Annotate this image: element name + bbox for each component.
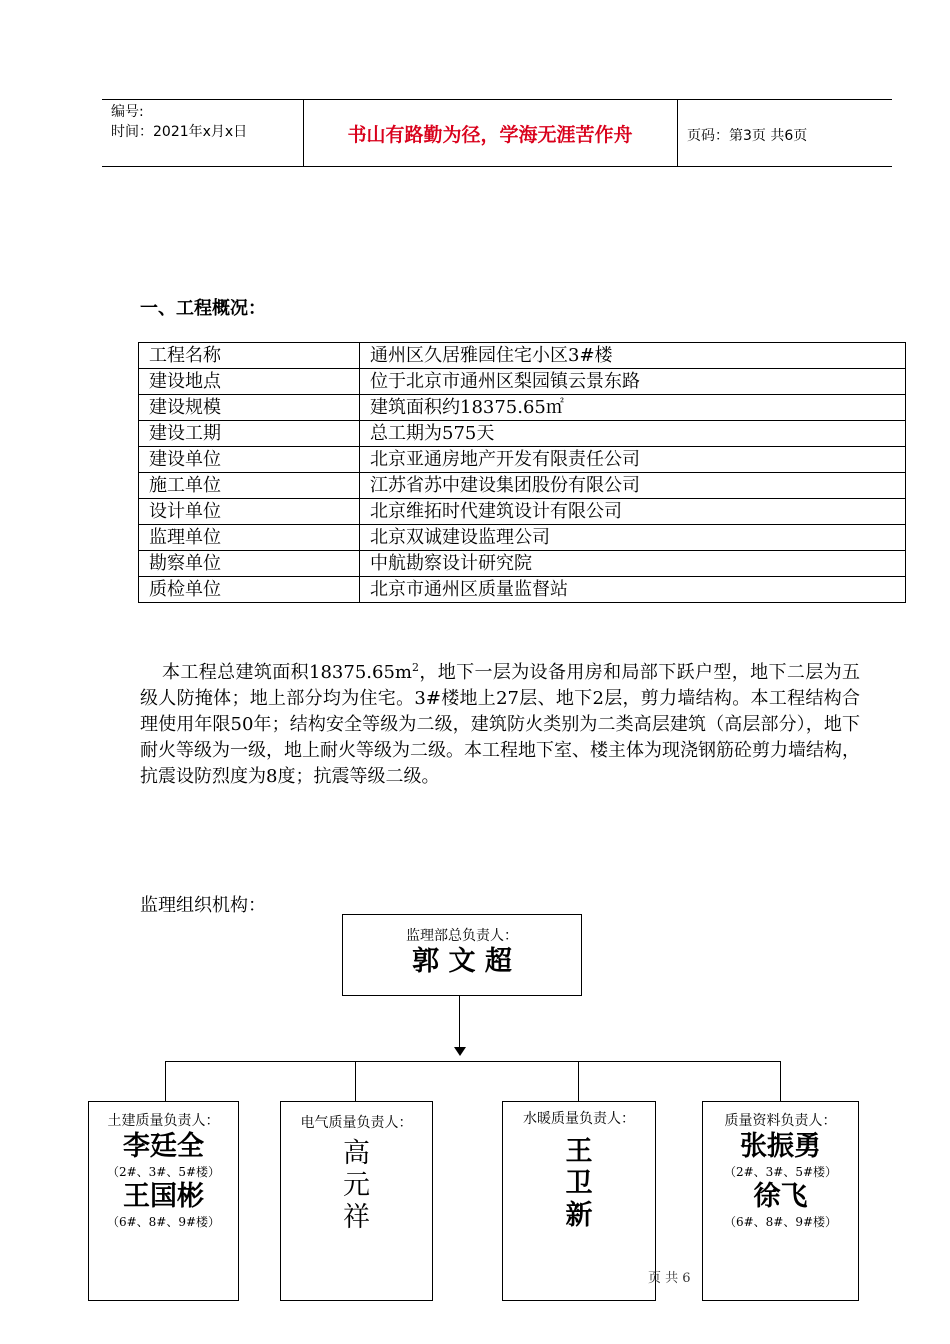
table-value: 通州区久居雅园住宅小区3#楼 xyxy=(360,343,906,369)
table-key: 建设地点 xyxy=(139,369,360,395)
doc-number-label: 编号: xyxy=(111,104,144,120)
header-bottom-rule xyxy=(102,166,892,167)
org-box-documents xyxy=(702,1101,859,1301)
header-motto: 书山有路勤为径，学海无涯苦作舟 xyxy=(347,124,633,146)
description-text: 本工程总建筑面积18375.65m xyxy=(162,662,412,683)
role-label: 监理部总负责人： xyxy=(406,928,518,944)
building-note: （6#、8#、9#楼） xyxy=(723,1215,838,1229)
table-row xyxy=(139,369,906,395)
person-name xyxy=(503,1136,655,1232)
connector-line xyxy=(165,1061,781,1062)
table-row xyxy=(139,473,906,499)
table-value: 北京市通州区质量监督站 xyxy=(360,577,906,603)
table-key: 监理单位 xyxy=(139,525,360,551)
role-label: 土建质量负责人： xyxy=(107,1113,220,1129)
table-value: 北京维拓时代建筑设计有限公司 xyxy=(360,499,906,525)
project-description xyxy=(140,660,860,790)
header-divider xyxy=(677,99,678,167)
table-key: 建设工期 xyxy=(139,421,360,447)
table-key: 设计单位 xyxy=(139,499,360,525)
header-meta xyxy=(111,102,247,142)
name-char: 元 xyxy=(343,1170,370,1201)
table-row xyxy=(139,395,906,421)
table-key: 勘察单位 xyxy=(139,551,360,577)
table-key: 建设单位 xyxy=(139,447,360,473)
page-info: 页码：第3页 共6页 xyxy=(687,128,808,144)
table-key: 施工单位 xyxy=(139,473,360,499)
person-name: 徐飞 xyxy=(753,1181,808,1212)
table-value: 北京亚通房地产开发有限责任公司 xyxy=(360,447,906,473)
role-label: 电气质量负责人： xyxy=(300,1115,413,1131)
connector-line xyxy=(459,995,460,1048)
table-value: 建筑面积约18375.65㎡ xyxy=(360,395,906,421)
table-value: 江苏省苏中建设集团股份有限公司 xyxy=(360,473,906,499)
arrow-down-icon xyxy=(454,1047,466,1056)
superscript: 2 xyxy=(411,661,419,674)
name-char: 高 xyxy=(343,1138,370,1169)
table-row xyxy=(139,577,906,603)
date-label: 时间：2021年x月x日 xyxy=(111,124,248,140)
role-label: 质量资料负责人： xyxy=(724,1113,837,1129)
person-name xyxy=(281,1138,432,1234)
role-label: 水暖质量负责人： xyxy=(523,1111,635,1127)
table-row xyxy=(139,343,906,369)
org-box-chief xyxy=(342,914,582,996)
name-char: 新 xyxy=(565,1200,593,1231)
table-value: 中航勘察设计研究院 xyxy=(360,551,906,577)
table-row xyxy=(139,551,906,577)
name-char: 卫 xyxy=(565,1168,593,1199)
name-char: 王 xyxy=(565,1136,593,1167)
person-name: 王国彬 xyxy=(123,1181,204,1212)
table-value: 北京双诚建设监理公司 xyxy=(360,525,906,551)
table-row xyxy=(139,447,906,473)
building-note: （2#、3#、5#楼） xyxy=(723,1165,838,1179)
section-title: 一、工程概况： xyxy=(140,298,266,319)
person-name: 李廷全 xyxy=(123,1131,204,1162)
table-value: 总工期为575天 xyxy=(360,421,906,447)
connector-line xyxy=(780,1061,781,1101)
building-note: （6#、8#、9#楼） xyxy=(106,1215,221,1229)
table-key: 质检单位 xyxy=(139,577,360,603)
table-key: 建设规模 xyxy=(139,395,360,421)
table-value: 位于北京市通州区梨园镇云景东路 xyxy=(360,369,906,395)
table-key: 工程名称 xyxy=(139,343,360,369)
connector-line xyxy=(578,1061,579,1101)
connector-line xyxy=(355,1061,356,1101)
table-row xyxy=(139,499,906,525)
project-info-table xyxy=(138,342,906,603)
org-chart-label: 监理组织机构： xyxy=(140,895,266,916)
org-box-electrical xyxy=(280,1101,433,1301)
person-name: 张振勇 xyxy=(740,1131,821,1162)
table-row xyxy=(139,525,906,551)
header-top-rule xyxy=(102,99,892,100)
page-footer-fragment: 页 共 6 xyxy=(648,1271,691,1286)
org-box-civil xyxy=(88,1101,239,1301)
building-note: （2#、3#、5#楼） xyxy=(106,1165,221,1179)
org-box-hvac xyxy=(502,1101,656,1301)
description-text: ，地下一层为设备用房和局部下跃户型，地下二层为五级人防掩体；地上部分均为住宅。3#楼地上27层、地下2层，剪力墙结构。本工程结构合理使用年限50年；结构安全等级为二级，建筑防火类别为二类高层建筑（高层部分），地下耐火等级为一级，地上耐火等级为二级。本工程地下室、楼主体为现浇钢筋砼剪力墙结构，抗震设防烈度为8度；抗震等级二级。 xyxy=(140,662,860,787)
connector-line xyxy=(165,1061,166,1101)
name-char: 祥 xyxy=(343,1202,370,1233)
person-name: 郭 文 超 xyxy=(412,946,512,977)
table-row xyxy=(139,421,906,447)
